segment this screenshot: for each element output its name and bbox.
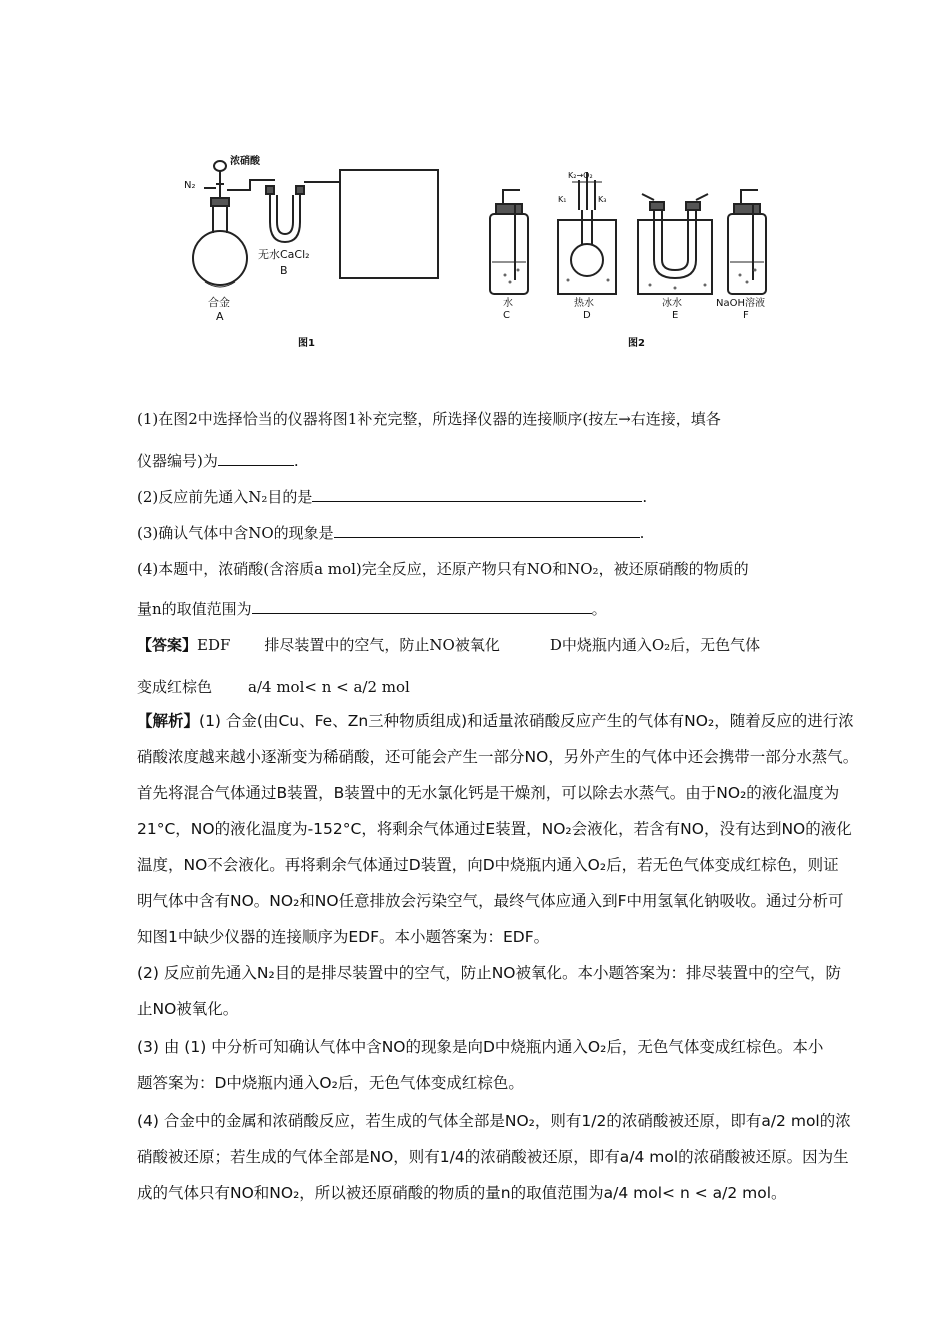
question-1-line1 xyxy=(137,408,827,430)
fig2-caption: 图2 xyxy=(628,338,645,349)
label-hot-water: 热水 xyxy=(574,298,594,309)
question-4-line2: 量n的取值范围为 。 xyxy=(137,600,607,618)
analysis-line-10 xyxy=(137,1036,897,1058)
analysis-line-14 xyxy=(137,1182,897,1204)
beaker-e-icon xyxy=(638,220,712,294)
question-1-line2: 仪器编号)为 . xyxy=(137,452,299,470)
label-water: 水 xyxy=(503,298,513,309)
question-4-line1 xyxy=(137,558,827,580)
analysis-line-12 xyxy=(137,1110,897,1132)
analysis-text: 硝酸被还原；若生成的气体全部是NO，则有1/4的浓硝酸被还原，即有a/4 mol的浓硝酸被还原。因为生 xyxy=(137,1148,849,1166)
analysis-text: 知图1中缺少仪器的连接顺序为EDF。本小题答案为：EDF。 xyxy=(137,928,550,946)
analysis-line-11 xyxy=(137,1072,897,1094)
q4-text: (4)本题中，浓硝酸(含溶质a mol)完全反应，还原产物只有NO和NO₂，被还原硝酸的物质的 xyxy=(137,560,749,578)
analysis-text: 21°C，NO的液化温度为-152°C，将剩余气体通过E装置，NO₂会液化，若含有NO，没有达到NO的液化 xyxy=(137,820,852,838)
label-f: F xyxy=(743,310,749,321)
analysis-text: 止NO被氧化。 xyxy=(137,1000,239,1018)
answer-4: a/4 mol< n < a/2 mol xyxy=(248,678,410,696)
apparatus-figure xyxy=(180,150,780,350)
analysis-line-8 xyxy=(137,962,897,984)
analysis-text: 温度，NO不会液化。再将剩余气体通过D装置，向D中烧瓶内通入O₂后，若无色气体变成红棕色，则证 xyxy=(137,856,839,874)
analysis-text: 首先将混合气体通过B装置，B装置中的无水氯化钙是干燥剂，可以除去水蒸气。由于NO₂的液化温度为 xyxy=(137,784,840,802)
q2-text: (2)反应前先通入N₂目的是 xyxy=(137,488,313,506)
analysis-text: 明气体中含有NO。NO₂和NO任意排放会污染空气，最终气体应通入到F中用氢氧化钠吸收。通过分析可 xyxy=(137,892,844,910)
analysis-text: 题答案为：D中烧瓶内通入O₂后，无色气体变成红棕色。 xyxy=(137,1074,524,1092)
answer-1: EDF xyxy=(197,636,231,654)
label-cacl2: 无水CaCl₂ xyxy=(258,248,310,261)
analysis-line-9 xyxy=(137,998,897,1020)
label-a: A xyxy=(216,310,224,323)
label-e: E xyxy=(672,310,679,321)
label-conc-acid: 浓硝酸 xyxy=(230,156,260,167)
beaker-d-icon xyxy=(558,220,616,294)
label-naoh: NaOH溶液 xyxy=(716,298,765,309)
analysis-text: (4) 合金中的金属和浓硝酸反应，若生成的气体全部是NO₂，则有1/2的浓硝酸被还原，即有a/2 mol的浓 xyxy=(137,1112,851,1130)
q1-text: (1)在图2中选择恰当的仪器将图1补充完整，所选择仪器的连接顺序(按左→右连接，填各 xyxy=(137,410,721,428)
answer-tag: 【答案】 xyxy=(137,636,198,654)
q1-text2: 仪器编号)为 xyxy=(137,452,218,470)
analysis-text: 硝酸浓度越来越小逐渐变为稀硝酸，还可能会产生一部分NO，另外产生的气体中还会携带一部分水蒸气。 xyxy=(137,748,859,766)
q4-text2: 量n的取值范围为 xyxy=(137,600,252,618)
answer-3b: 变成红棕色 xyxy=(137,678,213,696)
label-k2o2: K₂→O₂ xyxy=(568,171,593,180)
analysis-line-3 xyxy=(137,782,897,804)
flask-a-icon xyxy=(193,231,247,285)
answer-line2 xyxy=(137,676,827,698)
analysis-line-7 xyxy=(137,926,897,948)
label-d: D xyxy=(583,310,591,321)
apparatus-diagram xyxy=(180,150,780,350)
analysis-line-13 xyxy=(137,1146,897,1168)
analysis-text: (3) 由 (1) 中分析可知确认气体中含NO的现象是向D中烧瓶内通入O₂后，无色气体变成红棕色。本小 xyxy=(137,1038,824,1056)
label-k3: K₃ xyxy=(598,195,607,204)
analysis-line-2 xyxy=(137,746,897,768)
answer-2: 排尽装置中的空气，防止NO被氧化 xyxy=(264,636,500,654)
analysis-text: (1) 合金(由Cu、Fe、Zn三种物质组成)和适量浓硝酸反应产生的气体有NO₂，随着反应的进行浓 xyxy=(199,712,854,730)
answer-line1 xyxy=(137,634,827,656)
label-k1: K₁ xyxy=(558,195,567,204)
label-ice-water: 冰水 xyxy=(662,298,682,309)
flask-d-icon xyxy=(571,244,603,276)
label-b: B xyxy=(280,264,288,277)
analysis-text: 成的气体只有NO和NO₂，所以被还原硝酸的物质的量n的取值范围为a/4 mol< n < a/2 mol。 xyxy=(137,1184,787,1202)
q3-text: (3)确认气体中含NO的现象是 xyxy=(137,524,334,542)
question-2: (2)反应前先通入N₂目的是 . xyxy=(137,488,648,506)
q2-blank xyxy=(312,486,642,502)
answer-3a: D中烧瓶内通入O₂后，无色气体 xyxy=(549,636,761,654)
label-c: C xyxy=(503,310,510,321)
analysis-text: (2) 反应前先通入N₂目的是排尽装置中的空气，防止NO被氧化。本小题答案为：排尽装置中的空气，防 xyxy=(137,964,841,982)
label-alloy: 合金 xyxy=(208,296,230,309)
question-3: (3)确认气体中含NO的现象是 . xyxy=(137,524,645,542)
u-tube-e-icon xyxy=(654,206,696,278)
label-n2: N₂ xyxy=(184,180,196,191)
empty-box xyxy=(340,170,438,278)
analysis-line-1 xyxy=(137,710,897,732)
analysis-line-4 xyxy=(137,818,897,840)
q3-blank xyxy=(334,522,640,538)
q4-blank xyxy=(252,598,592,614)
fig1-caption: 图1 xyxy=(298,338,315,349)
analysis-line-6 xyxy=(137,890,897,912)
q1-blank xyxy=(218,450,294,466)
analysis-line-5 xyxy=(137,854,897,876)
analysis-tag: 【解析】 xyxy=(137,712,200,730)
